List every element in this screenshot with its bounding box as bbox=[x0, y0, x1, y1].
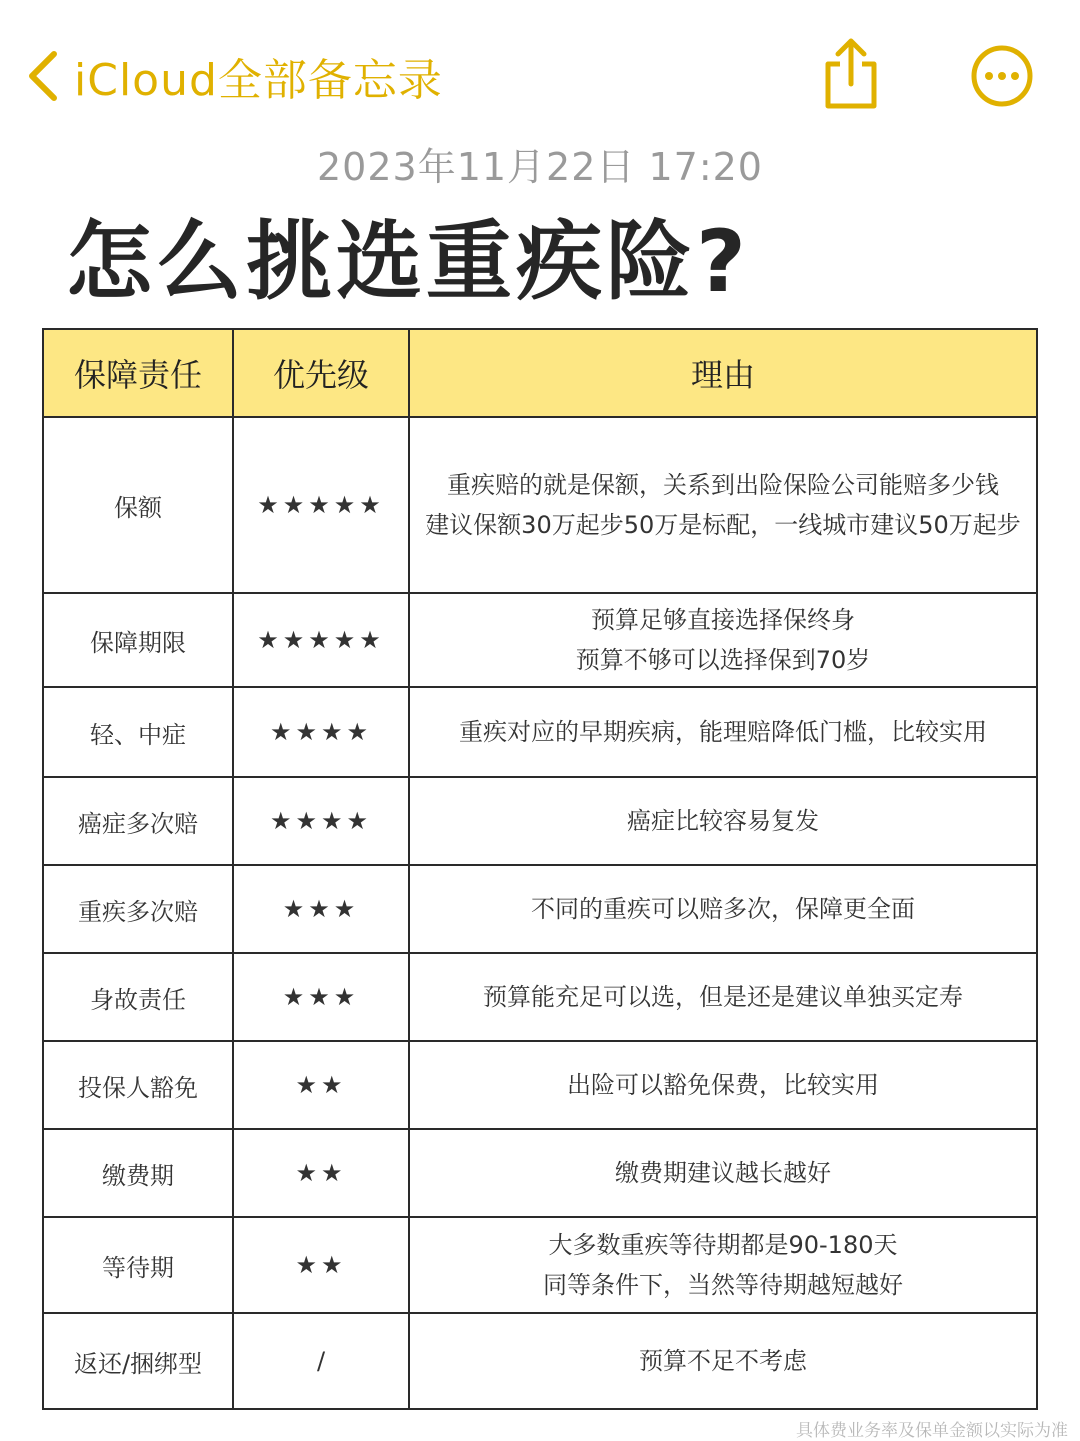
reason-cell: 预算足够直接选择保终身 预算不够可以选择保到70岁 bbox=[409, 593, 1037, 687]
reason-cell: 重疾赔的就是保额，关系到出险保险公司能赔多少钱 建议保额30万起步50万是标配，一线城市建议50万起步 bbox=[409, 417, 1037, 593]
coverage-cell: 投保人豁免 bbox=[43, 1041, 233, 1129]
note-date: 2023年11月22日 17:20 bbox=[316, 145, 763, 189]
coverage-cell: 身故责任 bbox=[43, 953, 233, 1041]
coverage-cell: 等待期 bbox=[43, 1217, 233, 1313]
table-row bbox=[43, 865, 1037, 953]
coverage-cell: 保额 bbox=[43, 417, 233, 593]
table-row bbox=[43, 417, 1037, 593]
table-row bbox=[43, 1129, 1037, 1217]
table-row bbox=[43, 1217, 1037, 1313]
header-reason: 理由 bbox=[409, 329, 1037, 417]
priority-stars: ★★ bbox=[233, 1217, 409, 1313]
priority-stars: ★★ bbox=[233, 1129, 409, 1217]
chevron-left-icon bbox=[24, 48, 60, 104]
priority-stars: ★★★★ bbox=[233, 687, 409, 777]
reason-cell: 重疾对应的早期疾病，能理赔降低门槛，比较实用 bbox=[409, 687, 1037, 777]
coverage-cell: 保障期限 bbox=[43, 593, 233, 687]
reason-cell: 不同的重疾可以赔多次，保障更全面 bbox=[409, 865, 1037, 953]
reason-cell: 缴费期建议越长越好 bbox=[409, 1129, 1037, 1217]
header-priority: 优先级 bbox=[233, 329, 409, 417]
header-coverage: 保障责任 bbox=[43, 329, 233, 417]
back-label: iCloud全部备忘录 bbox=[74, 55, 443, 106]
table-row bbox=[43, 687, 1037, 777]
more-button[interactable] bbox=[970, 44, 1034, 108]
coverage-cell: 轻、中症 bbox=[43, 687, 233, 777]
priority-stars: ★★★★ bbox=[233, 777, 409, 865]
reason-cell: 预算能充足可以选，但是还是建议单独买定寿 bbox=[409, 953, 1037, 1041]
share-button[interactable] bbox=[818, 36, 884, 112]
reason-cell: 大多数重疾等待期都是90-180天 同等条件下，当然等待期越短越好 bbox=[409, 1217, 1037, 1313]
coverage-cell: 癌症多次赔 bbox=[43, 777, 233, 865]
table-header-row bbox=[43, 329, 1037, 417]
insurance-table bbox=[42, 328, 1038, 1410]
coverage-cell: 重疾多次赔 bbox=[43, 865, 233, 953]
priority-stars: ★★★★★ bbox=[233, 593, 409, 687]
table-row bbox=[43, 1041, 1037, 1129]
table-row bbox=[43, 953, 1037, 1041]
more-icon bbox=[970, 44, 1034, 108]
priority-stars: ★★★★★ bbox=[233, 417, 409, 593]
coverage-cell: 缴费期 bbox=[43, 1129, 233, 1217]
reason-cell: 预算不足不考虑 bbox=[409, 1313, 1037, 1409]
reason-cell: 癌症比较容易复发 bbox=[409, 777, 1037, 865]
priority-stars: / bbox=[233, 1313, 409, 1409]
footnote: 具体费业务率及保单金额以实际为准 bbox=[796, 1421, 1068, 1441]
coverage-cell: 返还/捆绑型 bbox=[43, 1313, 233, 1409]
reason-cell: 出险可以豁免保费，比较实用 bbox=[409, 1041, 1037, 1129]
priority-stars: ★★ bbox=[233, 1041, 409, 1129]
back-button[interactable] bbox=[24, 40, 443, 112]
share-icon bbox=[818, 36, 884, 112]
table-row bbox=[43, 593, 1037, 687]
table-row bbox=[43, 777, 1037, 865]
navigation-bar bbox=[0, 0, 1080, 140]
priority-stars: ★★★ bbox=[233, 953, 409, 1041]
note-title: 怎么挑选重疾险? bbox=[66, 212, 750, 312]
table-row bbox=[43, 1313, 1037, 1409]
priority-stars: ★★★ bbox=[233, 865, 409, 953]
